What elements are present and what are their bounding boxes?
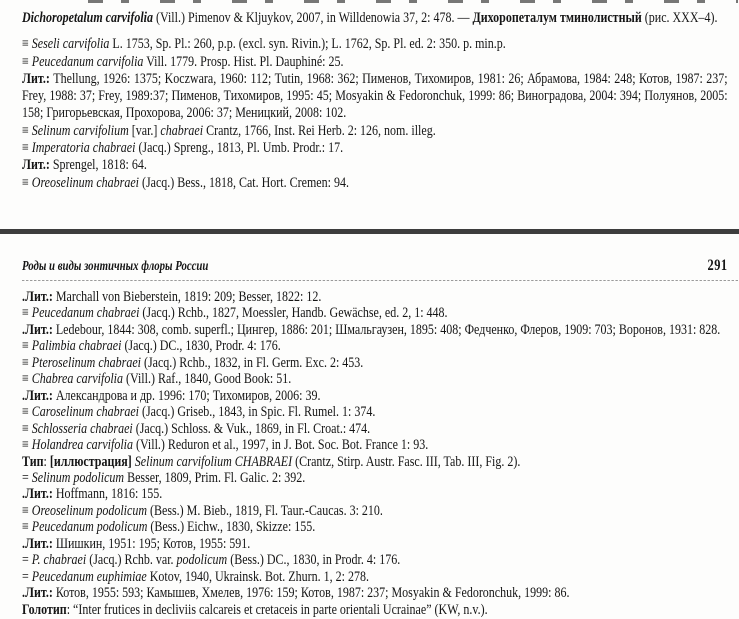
entry-line (22, 338, 728, 354)
text-segment: chabraei (160, 122, 204, 139)
text-segment: Peucedanum carvifolia (31, 53, 144, 70)
text-segment: = (22, 552, 32, 569)
entry-line (22, 54, 728, 71)
text-segment: ≡ (22, 53, 32, 70)
page-number: 291 (707, 257, 728, 274)
synonymy-list-top (22, 36, 728, 192)
text-segment: Holandrea carvifolia (31, 437, 133, 454)
text-segment: .Лит.: (22, 289, 53, 305)
text-segment: (Vill.) Reduron et al., 1997, in J. Bot. Soc. Bot. France 1: 93. (132, 437, 429, 454)
entry-line (22, 585, 728, 601)
text-segment: (Jacq.) Rchb., 1827, Moessler, Handb. Gewächse, ed. 2, 1: 448. (139, 305, 448, 322)
text-segment: Chabrea carvifolia (31, 371, 123, 388)
text-segment: (Jacq.) DC., 1830, Prodr. 4: 176. (121, 338, 281, 355)
entry-line (22, 371, 728, 387)
entry-line (22, 123, 728, 140)
entry-line (22, 355, 728, 371)
text-segment: L. 1753, Sp. Pl.: 260, p.p. (excl. syn. Rivin.); L. 1762, Sp. Pl. ed. 2: 350. p. min.p. (109, 36, 506, 53)
section-page-291 (22, 257, 728, 618)
text-segment: Selinum carvifolium CHABRAEI (134, 453, 293, 470)
text-segment: Oreoselinum podolicum (31, 502, 147, 519)
entry-line (22, 519, 728, 535)
text-segment: Ledebour, 1844: 308, comb. superfl.; Цингер, 1886: 201; Шмальгаузен, 1895: 408; Федченко, Флеров, 1909: 703; Воронов, 1931: 828. (52, 321, 721, 338)
text-segment: [var.] (128, 122, 161, 139)
text-segment: Лит.: (22, 70, 50, 87)
text-segment: .Лит.: (22, 321, 53, 338)
text-segment: Dichoropetalum carvifolia (22, 10, 153, 26)
entry-line (22, 305, 728, 321)
text-segment: Дихоропеталум тминолистный (472, 10, 642, 26)
text-segment: : “Inter frutices in decliviis calcareis et cretaceis in parte orientali Ucrainae” (KW, n.v.). (66, 601, 488, 618)
section-previous-page-fragment (22, 10, 728, 192)
text-segment: ≡ (22, 404, 32, 421)
text-segment: Kotov, 1940, Ukrainsk. Bot. Zhurn. 1, 2: 278. (146, 568, 369, 585)
text-segment: (Jacq.) Spreng., 1813, Pl. Umb. Prodr.: 17. (135, 140, 344, 157)
entry-line (22, 569, 728, 585)
text-segment: ≡ (22, 371, 32, 388)
text-segment: (Bess.) M. Bieb., 1819, Fl. Taur.-Caucas. 3: 210. (146, 502, 383, 519)
text-segment: Hoffmann, 1816: 155. (52, 486, 163, 503)
entry-line (22, 503, 728, 519)
species-heading (22, 10, 728, 27)
text-segment: ≡ (22, 519, 32, 536)
running-head-row (22, 257, 728, 276)
text-segment: (Crantz, Stirp. Austr. Fasc. III, Tab. III, Fig. 2). (292, 453, 521, 470)
text-segment: (рис. XXX–4). (641, 10, 718, 26)
text-segment: Котов, 1955: 593; Камышев, Хмелев, 1976: 159; Котов, 1987: 237; Mosyakin & Fedoronchuk, 1999: 86. (52, 585, 570, 602)
entry-line (22, 602, 728, 618)
text-segment: ≡ (22, 140, 32, 157)
text-segment: (Bess.) Eichw., 1830, Skizze: 155. (147, 519, 316, 536)
text-segment: Selinum podolicum (31, 469, 125, 486)
clipped-previous-line (88, 0, 738, 3)
text-segment: = (22, 568, 32, 585)
text-segment: P. chabraei (31, 552, 87, 569)
text-segment: ≡ (22, 437, 32, 454)
entry-line (22, 289, 728, 305)
text-segment: Palimbia chabraei (31, 338, 122, 355)
text-segment: ≡ (22, 174, 32, 191)
text-segment: Vill. 1779. Prosp. Hist. Pl. Dauphiné: 25. (143, 53, 344, 70)
entry-line (22, 322, 728, 338)
text-segment: .Лит.: (22, 535, 53, 552)
text-segment: Selinum carvifolium (31, 122, 129, 139)
text-segment: ≡ (22, 305, 32, 322)
text-segment: Александрова и др. 1996: 170; Тихомиров, 2006: 39. (52, 387, 321, 404)
text-segment: Marchall von Bieberstein, 1819: 209; Besser, 1822: 12. (52, 289, 322, 305)
entry-line (22, 552, 728, 568)
synonymy-list-bottom (22, 289, 728, 618)
text-segment: : (43, 453, 50, 470)
text-segment: (Jacq.) Griseb., 1843, in Spic. Fl. Rumel. 1: 374. (139, 404, 376, 421)
text-segment: [иллюстрация] (49, 453, 135, 470)
text-segment: .Лит.: (22, 585, 53, 602)
text-segment: ≡ (22, 502, 32, 519)
text-segment: ≡ (22, 36, 32, 53)
entry-line (22, 470, 728, 486)
entry-line (22, 454, 728, 470)
text-segment: (Jacq.) Bess., 1818, Cat. Hort. Cremen: 94. (138, 174, 349, 191)
text-segment: Голотип (22, 601, 67, 618)
text-segment: Шишкин, 1951: 195; Котов, 1955: 591. (52, 535, 251, 552)
page-break-divider (0, 229, 739, 234)
text-segment: (Jacq.) Rchb., 1832, in Fl. Germ. Exc. 2: 453. (140, 354, 364, 371)
text-segment: Caroselinum chabraei (31, 404, 139, 421)
text-segment: (Bess.) DC., 1830, in Prodr. 4: 176. (227, 552, 401, 569)
entry-line (22, 437, 728, 453)
text-segment: (Vill.) Raf., 1840, Good Book: 51. (123, 371, 292, 388)
text-segment: Peucedanum euphimiae (31, 568, 147, 585)
entry-line (22, 388, 728, 404)
text-segment: Pteroselinum chabraei (31, 354, 141, 371)
text-segment: .Лит.: (22, 486, 53, 503)
text-segment: ≡ (22, 338, 32, 355)
text-segment: Peucedanum podolicum (31, 519, 148, 536)
running-head: Роды и виды зонтичных флоры России (22, 258, 209, 273)
text-segment: Schlosseria chabraei (31, 420, 133, 437)
entry-line (22, 140, 728, 157)
text-segment: Тип (22, 453, 44, 470)
text-segment: Sprengel, 1818: 64. (49, 157, 147, 174)
entry-line (22, 175, 728, 192)
text-segment: Seseli carvifolia (31, 36, 110, 53)
text-segment: Thellung, 1926: 1375; Koczwara, 1960: 112; Tutin, 1968: 362; Пименов, Тихомиров, 1981: 26; Абрамова, 1984: 248; Котов, 1987: 237; Frey, 1988: 37; Frey, 1989:37; Пименов, Тихомиров, 1995: 45; Mosyakin & Fedoronchuk, 1999: 86; Виноградова, 2004: 394; Полуянов, 2005: 158; Григорьевская, Прохорова, 2006: 37; Меницкий, 2008: 102. (22, 70, 728, 122)
entry-line (22, 36, 728, 53)
text-segment: ≡ (22, 420, 32, 437)
entry-line (22, 71, 728, 123)
text-segment: Лит.: (22, 157, 50, 174)
text-segment: Peucedanum chabraei (31, 305, 140, 322)
entry-line (22, 421, 728, 437)
text-segment: ≡ (22, 122, 32, 139)
text-segment: Imperatoria chabraei (31, 140, 136, 157)
text-segment: podolicum (176, 552, 228, 569)
text-segment: = (22, 469, 32, 486)
text-segment: ≡ (22, 354, 32, 371)
text-segment: (Vill.) Pimenov & Kljuykov, 2007, in Willdenowia 37, 2: 478. — (153, 10, 473, 26)
text-segment: (Jacq.) Rchb. var. (86, 552, 177, 569)
entry-line (22, 486, 728, 502)
text-segment: .Лит.: (22, 387, 53, 404)
text-segment: (Jacq.) Schloss. & Vuk., 1869, in Fl. Croat.: 474. (132, 420, 371, 437)
text-segment: Oreoselinum chabraei (31, 174, 139, 191)
text-segment: Crantz, 1766, Inst. Rei Herb. 2: 126, nom. illeg. (203, 122, 436, 139)
text-segment: Besser, 1809, Prim. Fl. Galic. 2: 392. (124, 469, 306, 486)
entry-line (22, 157, 728, 174)
entry-line (22, 536, 728, 552)
entry-line (22, 404, 728, 420)
header-rule (22, 280, 738, 281)
